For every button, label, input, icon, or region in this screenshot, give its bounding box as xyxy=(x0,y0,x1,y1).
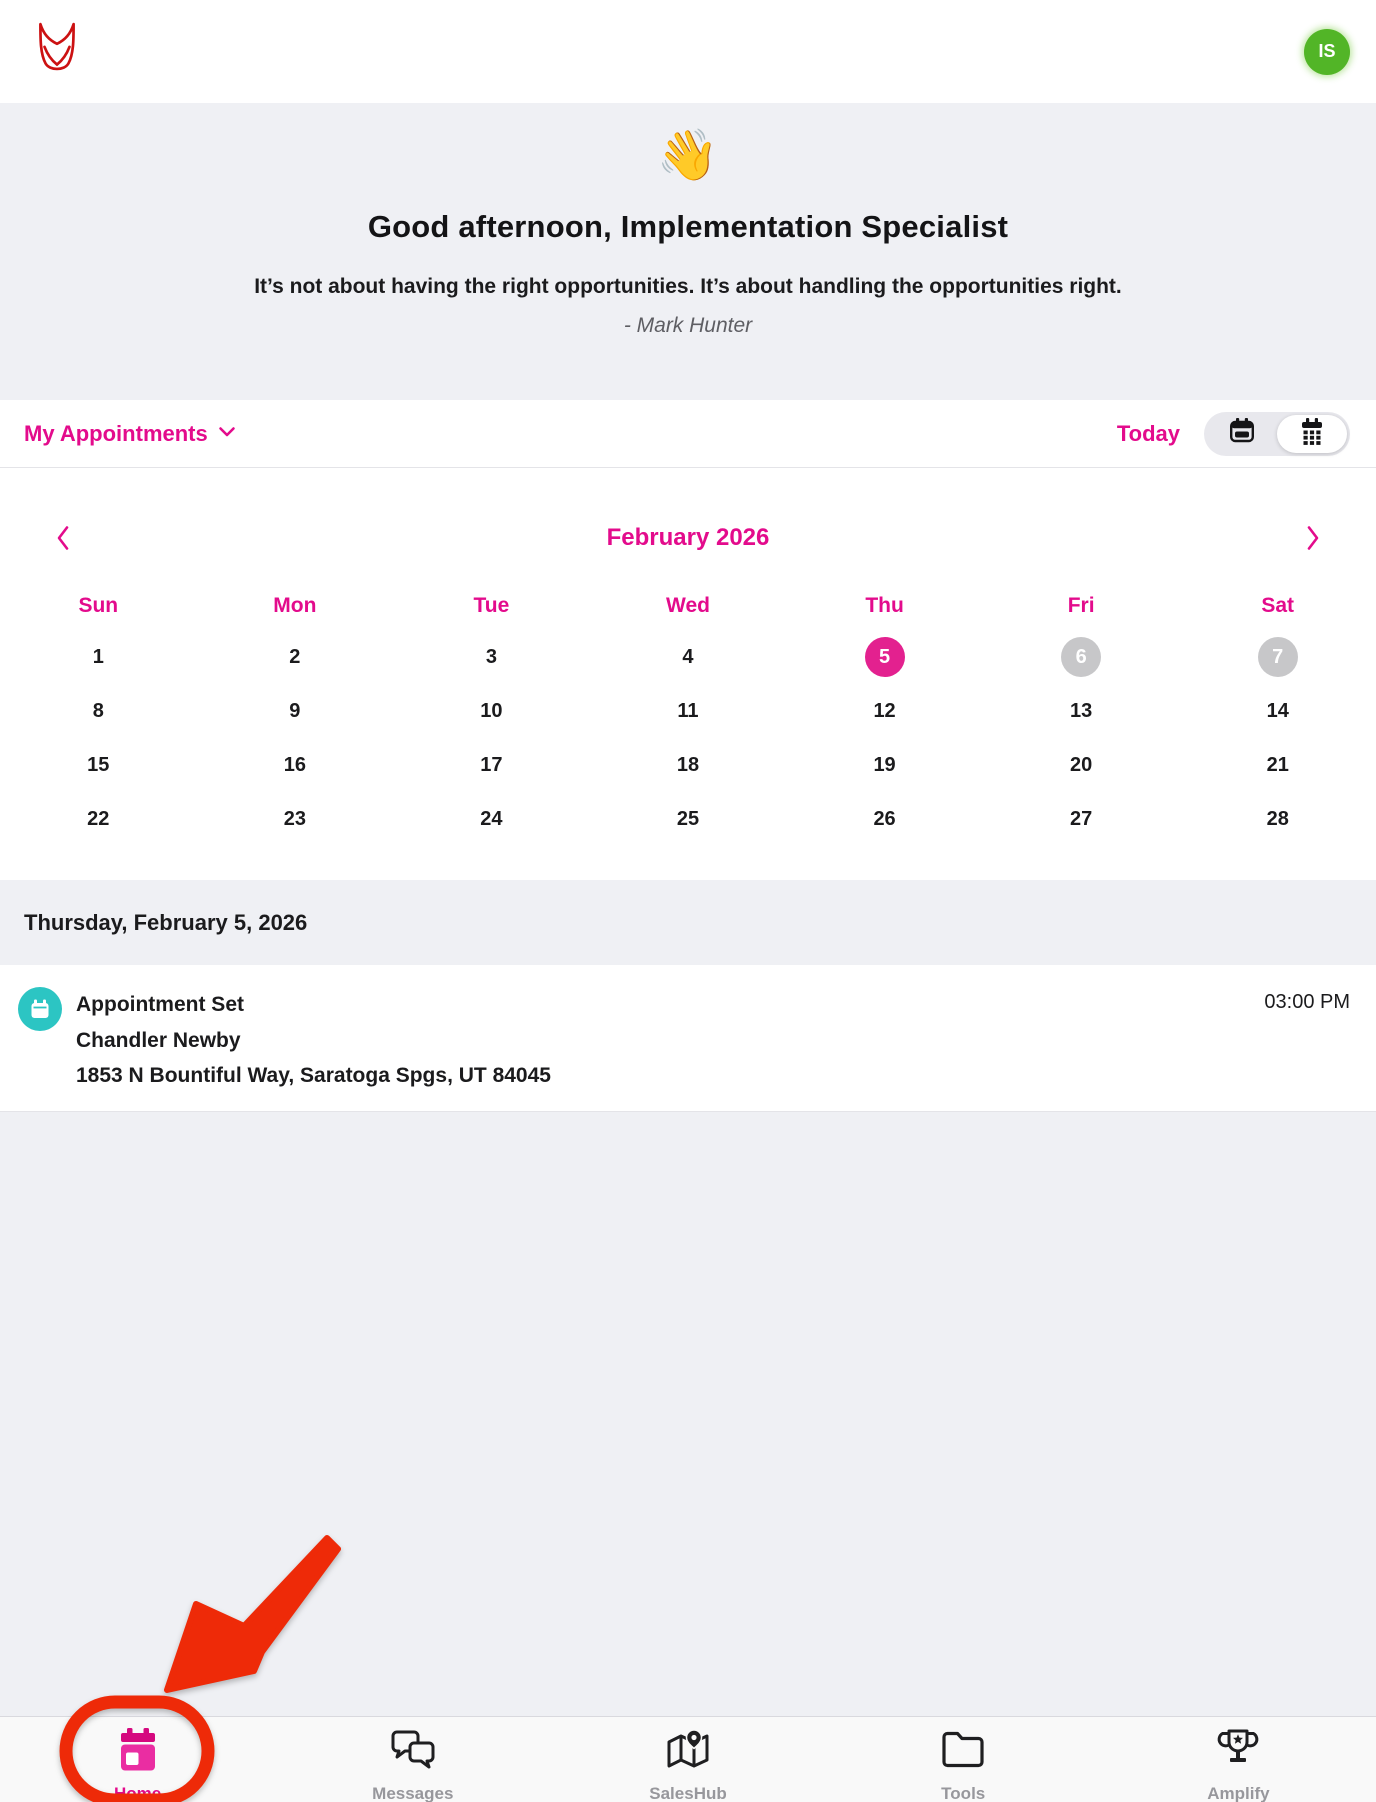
day-of-week-label: Wed xyxy=(666,594,710,617)
calendar-day[interactable]: 5 xyxy=(786,630,983,684)
appointment-calendar-icon xyxy=(18,987,62,1031)
calendar-day[interactable]: 25 xyxy=(676,807,700,830)
calendar-day[interactable]: 8 xyxy=(92,699,104,722)
tab-home[interactable] xyxy=(0,1717,275,1802)
day-of-week-label: Mon xyxy=(273,594,317,617)
top-bar xyxy=(0,0,1376,103)
quote-text: It’s not about having the right opportunities. It’s about handling the opportunities right. xyxy=(254,275,1122,298)
greeting-title: Good afternoon, Implementation Specialist xyxy=(367,209,1009,244)
tab-saleshub-label: SalesHub xyxy=(649,1784,727,1802)
appointments-bar xyxy=(0,400,1376,468)
greeting-section xyxy=(0,103,1376,400)
calendar-day[interactable]: 23 xyxy=(283,807,306,830)
month-title: February 2026 xyxy=(606,524,770,551)
calendar-day[interactable]: 19 xyxy=(873,753,896,776)
calendar-date-grid xyxy=(0,630,1376,846)
calendar-day[interactable]: 26 xyxy=(873,807,896,830)
day-view-calendar-icon xyxy=(1228,417,1256,450)
calendar-day[interactable]: 24 xyxy=(480,807,503,830)
tab-home-label: Home xyxy=(113,1784,162,1802)
tab-tools[interactable] xyxy=(826,1717,1101,1802)
tab-messages-label: Messages xyxy=(372,1784,454,1802)
empty-background xyxy=(0,1112,1376,1716)
tab-amplify[interactable] xyxy=(1101,1717,1376,1802)
calendar-day[interactable]: 15 xyxy=(87,753,110,776)
tab-amplify-label: Amplify xyxy=(1207,1784,1270,1802)
calendar-day[interactable]: 9 xyxy=(289,699,301,722)
calendar-day[interactable]: 28 xyxy=(1266,807,1289,830)
day-of-week-label: Thu xyxy=(865,594,904,617)
appointment-list-item[interactable] xyxy=(0,965,1376,1112)
calendar-day[interactable]: 2 xyxy=(289,645,301,668)
month-view-calendar-icon xyxy=(1298,417,1326,450)
today-button[interactable]: Today xyxy=(1116,420,1180,446)
calendar-day[interactable]: 13 xyxy=(1070,699,1093,722)
calendar-day[interactable]: 18 xyxy=(676,753,700,776)
calendar-day[interactable]: 7 xyxy=(1179,630,1376,684)
previous-month-button[interactable] xyxy=(48,518,78,558)
wave-emoji: 👋 xyxy=(656,127,720,183)
calendar-day[interactable]: 11 xyxy=(677,699,699,722)
calendar-day[interactable]: 10 xyxy=(480,699,503,722)
calendar-day[interactable]: 27 xyxy=(1070,807,1093,830)
day-of-week-label: Sun xyxy=(78,594,119,617)
appointment-address: 1853 N Bountiful Way, Saratoga Spgs, UT 84045 xyxy=(76,1064,551,1087)
appointment-status: Appointment Set xyxy=(76,993,244,1016)
day-view-toggle-button[interactable] xyxy=(1207,415,1277,453)
calendar-day[interactable]: 17 xyxy=(480,753,503,776)
calendar-day[interactable]: 21 xyxy=(1266,753,1289,776)
avatar[interactable]: IS xyxy=(1304,29,1350,75)
saleshub-map-icon xyxy=(665,1728,711,1779)
month-calendar xyxy=(0,468,1376,880)
calendar-day[interactable]: 3 xyxy=(485,645,497,668)
calendar-day[interactable]: 6 xyxy=(983,630,1180,684)
amplify-trophy-icon xyxy=(1215,1728,1261,1779)
tools-folder-icon xyxy=(940,1728,986,1779)
calendar-day[interactable]: 14 xyxy=(1266,699,1289,722)
bottom-tab-bar xyxy=(0,1716,1376,1802)
calendar-day[interactable]: 4 xyxy=(682,645,694,668)
appointment-time: 03:00 PM xyxy=(1264,991,1350,1013)
chevron-down-icon xyxy=(218,425,236,443)
calendar-day[interactable]: 16 xyxy=(283,753,306,776)
appointments-dropdown[interactable] xyxy=(24,421,236,447)
appointments-dropdown-label: My Appointments xyxy=(24,420,208,446)
quote-author: - Mark Hunter xyxy=(623,314,753,337)
calendar-day[interactable]: 12 xyxy=(873,699,896,722)
calendar-day[interactable]: 1 xyxy=(92,645,104,668)
month-view-toggle-button[interactable] xyxy=(1277,415,1347,453)
day-of-week-label: Tue xyxy=(473,594,510,617)
day-of-week-label: Fri xyxy=(1067,594,1095,617)
day-of-week-header-row xyxy=(0,582,1376,630)
calendar-view-toggle xyxy=(1204,412,1350,456)
day-of-week-label: Sat xyxy=(1261,594,1295,617)
appointment-contact: Chandler Newby xyxy=(76,1029,241,1052)
next-month-button[interactable] xyxy=(1298,518,1328,558)
tab-saleshub[interactable] xyxy=(550,1717,825,1802)
tab-tools-label: Tools xyxy=(941,1784,986,1802)
salesrabbit-logo-icon xyxy=(36,21,78,82)
selected-date-header: Thursday, February 5, 2026 xyxy=(0,880,1376,965)
home-calendar-icon xyxy=(115,1728,161,1779)
calendar-day[interactable]: 22 xyxy=(87,807,110,830)
tab-messages[interactable] xyxy=(275,1717,550,1802)
calendar-day[interactable]: 20 xyxy=(1070,753,1093,776)
messages-chat-icon xyxy=(390,1728,436,1779)
